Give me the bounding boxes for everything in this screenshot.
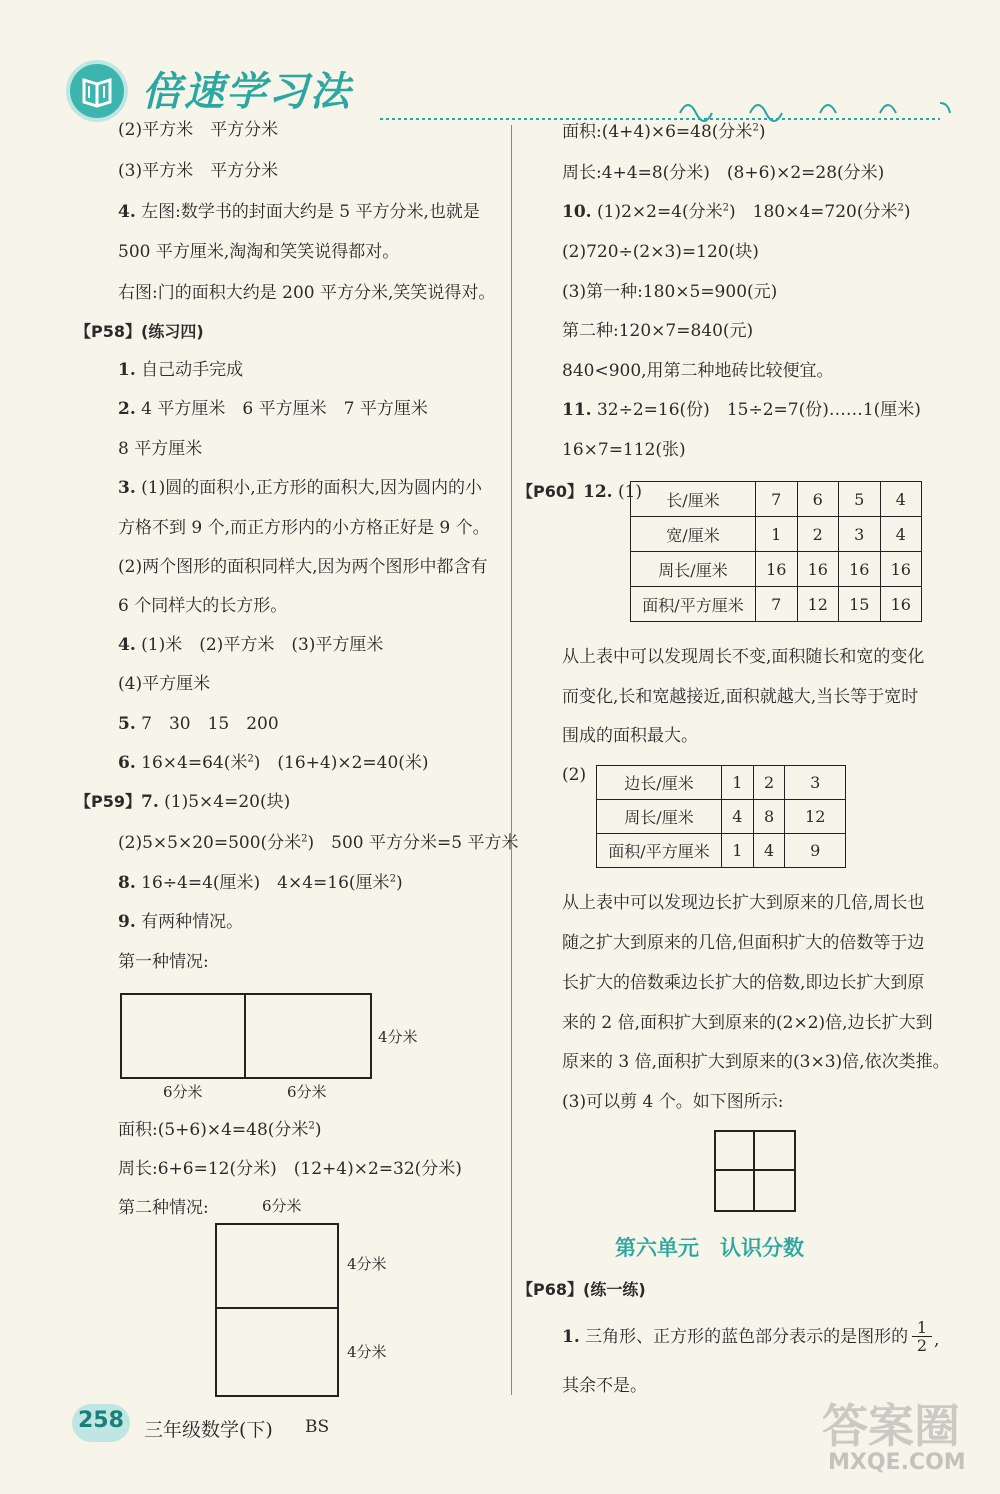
text-line: (2)两个图形的面积同样大,因为两个图形中都含有	[118, 557, 488, 577]
table-row	[631, 587, 922, 622]
table-row	[597, 766, 846, 800]
text-line: 随之扩大到原来的几倍,但面积扩大的倍数等于边	[562, 933, 925, 953]
text-line	[118, 635, 383, 655]
table-cell: 周长/厘米	[631, 552, 756, 587]
text-line: 从上表中可以发现边长扩大到原来的几倍,周长也	[562, 893, 925, 913]
text-line: 840<900,用第二种地砖比较便宜。	[562, 361, 834, 381]
text-line	[517, 482, 642, 502]
text-line	[562, 1327, 908, 1347]
text-line	[562, 400, 921, 420]
text-line: 从上表中可以发现周长不变,面积随长和宽的变化	[562, 647, 925, 667]
figure-rectangle-1	[120, 993, 372, 1079]
text: 自己动手完成	[141, 360, 244, 380]
table-cell: 16	[756, 552, 798, 587]
table-row	[597, 834, 846, 868]
superscript: 2	[897, 202, 904, 214]
table-cell: 2	[753, 766, 785, 800]
text-line	[562, 202, 911, 222]
header-title: 倍速学习法	[142, 69, 352, 115]
text-line: 500 平方厘米,淘淘和笑笑说得都对。	[118, 242, 400, 262]
question-number: 12.	[583, 482, 613, 502]
table-cell: 6	[797, 482, 839, 517]
table-cell: 4	[880, 482, 922, 517]
text-line	[75, 792, 290, 812]
text: 7 30 15 200	[141, 714, 279, 734]
fraction-denominator: 2	[916, 1336, 928, 1355]
book-logo-icon	[70, 64, 124, 118]
table-row	[631, 552, 922, 587]
text-line: (2)	[562, 765, 587, 785]
table-cell: 8	[753, 800, 785, 834]
text-line: 第二种:120×7=840(元)	[562, 321, 754, 341]
text-line: 方格不到 9 个,而正方形内的小方格正好是 9 个。	[118, 518, 490, 538]
text: 32÷2=16(份) 15÷2=7(份)……1(厘米)	[596, 400, 921, 420]
table-cell: 3	[839, 517, 881, 552]
table-perimeter-area	[630, 481, 922, 622]
table-cell: 16	[797, 552, 839, 587]
text-line	[118, 202, 480, 222]
text: ) (16+4)×2=40(米)	[253, 753, 429, 773]
table-cell: 长/厘米	[631, 482, 756, 517]
text: 面积:(5+6)×4=48(分米	[118, 1120, 309, 1140]
dimension-label: 4分米	[378, 1028, 418, 1046]
text: )	[903, 202, 911, 222]
text: 三角形、正方形的蓝色部分表示的是图形的	[585, 1327, 909, 1347]
table-cell: 12	[797, 587, 839, 622]
dimension-label: 6分米	[163, 1083, 203, 1101]
text: )	[395, 873, 403, 893]
superscript: 2	[301, 833, 308, 845]
table-cell: 16	[839, 552, 881, 587]
text-line	[118, 1120, 321, 1140]
table-cell: 5	[839, 482, 881, 517]
text-line	[118, 478, 482, 498]
table-cell: 边长/厘米	[597, 766, 722, 800]
text: ) 500 平方分米=5 平方米	[307, 833, 519, 853]
text-line	[118, 714, 279, 734]
table-cell: 16	[880, 587, 922, 622]
text-line: (2)720÷(2×3)=120(块)	[562, 242, 759, 262]
text: (2)5×5×20=500(分米	[118, 833, 302, 853]
question-number: 1.	[118, 360, 136, 380]
table-cell: 宽/厘米	[631, 517, 756, 552]
text-line: 8 平方厘米	[118, 439, 203, 459]
text-line: 而变化,长和宽越接近,面积就越大,当长等于宽时	[562, 687, 919, 707]
table-cell: 面积/平方厘米	[597, 834, 722, 868]
text-line: 16×7=112(张)	[562, 440, 686, 460]
dimension-label: 4分米	[347, 1255, 387, 1273]
text-line: 长扩大的倍数乘边长扩大的倍数,即边长扩大到原	[562, 973, 925, 993]
superscript: 2	[247, 753, 254, 765]
table-row	[631, 482, 922, 517]
page-ref: 【P58】	[75, 322, 141, 341]
text: (1)2×2=4(分米	[596, 202, 723, 222]
question-number: 4.	[118, 202, 136, 222]
header	[60, 58, 960, 118]
question-number: 6.	[118, 753, 136, 773]
text-line: (3)第一种:180×5=900(元)	[562, 282, 778, 302]
question-number: 1.	[562, 1327, 580, 1347]
section-heading	[517, 1280, 646, 1300]
table-row	[631, 517, 922, 552]
page-ref: 【P68】	[517, 1280, 583, 1299]
question-number: 5.	[118, 714, 136, 734]
page-ref: 【P60】	[517, 482, 583, 501]
question-number: 2.	[118, 399, 136, 419]
superscript: 2	[389, 873, 396, 885]
text-line: 其余不是。	[562, 1376, 647, 1396]
text-line: 周长:4+4=8(分米) (8+6)×2=28(分米)	[562, 163, 885, 183]
table-cell: 9	[785, 834, 846, 868]
text-line	[118, 833, 519, 853]
text-line: 周长:6+6=12(分米) (12+4)×2=32(分米)	[118, 1159, 462, 1179]
text-line	[118, 399, 428, 419]
column-divider	[511, 125, 512, 1395]
question-number: 7.	[141, 792, 159, 812]
table-cell: 1	[756, 517, 798, 552]
text-line	[118, 360, 243, 380]
table-cell: 12	[785, 800, 846, 834]
text-line	[118, 873, 403, 893]
text-line: 围成的面积最大。	[562, 726, 698, 746]
table-cell: 周长/厘米	[597, 800, 722, 834]
table-cell: 7	[756, 587, 798, 622]
table-cell: 面积/平方厘米	[631, 587, 756, 622]
table-cell: 4	[753, 834, 785, 868]
table-cell: 2	[797, 517, 839, 552]
question-number: 10.	[562, 202, 592, 222]
text-line	[562, 122, 765, 142]
page-number: 258	[78, 1408, 124, 1433]
text-line: 第一种情况:	[118, 952, 209, 972]
page-ref: 【P59】	[75, 792, 141, 811]
question-number: 3.	[118, 478, 136, 498]
text-line: 第二种情况:	[118, 1198, 209, 1218]
question-number: 11.	[562, 400, 592, 420]
table-cell: 1	[722, 766, 754, 800]
table-row	[597, 800, 846, 834]
text: (1)圆的面积小,正方形的面积大,因为圆内的小	[141, 478, 483, 498]
dimension-label: 6分米	[287, 1083, 327, 1101]
text: (1)米 (2)平方米 (3)平方厘米	[141, 635, 384, 655]
watermark: 答案圈	[822, 1399, 960, 1453]
text: ) 180×4=720(分米	[729, 202, 898, 222]
text-line	[118, 912, 243, 932]
text: (1)	[617, 482, 643, 502]
fraction	[912, 1319, 932, 1354]
edition: BS	[305, 1417, 330, 1437]
text: 4 平方厘米 6 平方厘米 7 平方厘米	[141, 399, 428, 419]
table-cell: 4	[722, 800, 754, 834]
table-cell: 16	[880, 552, 922, 587]
book-title: 三年级数学(下)	[144, 1419, 273, 1441]
table-side-length	[596, 765, 846, 868]
table-cell: 3	[785, 766, 846, 800]
unit-title: 第六单元 认识分数	[615, 1236, 804, 1260]
text: 16÷4=4(厘米) 4×4=16(厘米	[141, 873, 390, 893]
figure-rectangle-2	[215, 1223, 339, 1397]
fraction-numerator: 1	[912, 1319, 932, 1337]
section-heading	[75, 322, 204, 342]
table-cell: 7	[756, 482, 798, 517]
figure-square-grid	[714, 1130, 796, 1212]
text-line: ,	[934, 1330, 940, 1350]
text: 有两种情况。	[141, 912, 244, 932]
section-title: (练一练)	[583, 1280, 646, 1299]
text-line: 来的 2 倍,面积扩大到原来的(2×2)倍,边长扩大到	[562, 1013, 933, 1033]
header-decoration	[380, 83, 960, 123]
text: 16×4=64(米	[141, 753, 248, 773]
figure-divider	[244, 993, 246, 1077]
table-cell: 1	[722, 834, 754, 868]
text-line: 6 个同样大的长方形。	[118, 596, 288, 616]
text-line: (3)可以剪 4 个。如下图所示:	[562, 1092, 784, 1112]
dimension-label: 6分米	[262, 1197, 302, 1215]
text: )	[758, 122, 766, 142]
figure-divider	[714, 1169, 794, 1171]
table-cell: 15	[839, 587, 881, 622]
question-number: 4.	[118, 635, 136, 655]
dimension-label: 4分米	[347, 1343, 387, 1361]
section-title: (练习四)	[141, 322, 204, 341]
superscript: 2	[722, 202, 730, 214]
text: )	[314, 1120, 322, 1140]
text-line: (3)平方米 平方分米	[118, 161, 279, 181]
text: (1)5×4=20(块)	[164, 792, 291, 812]
question-number: 8.	[118, 873, 136, 893]
superscript: 2	[752, 122, 759, 134]
text-line: (2)平方米 平方分米	[118, 120, 279, 140]
text-line: (4)平方厘米	[118, 674, 211, 694]
figure-divider	[215, 1307, 339, 1309]
text-line	[118, 753, 429, 773]
table-cell: 4	[880, 517, 922, 552]
watermark-site: MXQE.COM	[828, 1450, 966, 1475]
text-line: 原来的 3 倍,面积扩大到原来的(3×3)倍,依次类推。	[562, 1052, 950, 1072]
question-number: 9.	[118, 912, 136, 932]
text: 左图:数学书的封面大约是 5 平方分米,也就是	[141, 202, 480, 222]
text: 面积:(4+4)×6=48(分米	[562, 122, 753, 142]
text-line: 右图:门的面积大约是 200 平方分米,笑笑说得对。	[118, 283, 496, 303]
superscript: 2	[308, 1120, 315, 1132]
